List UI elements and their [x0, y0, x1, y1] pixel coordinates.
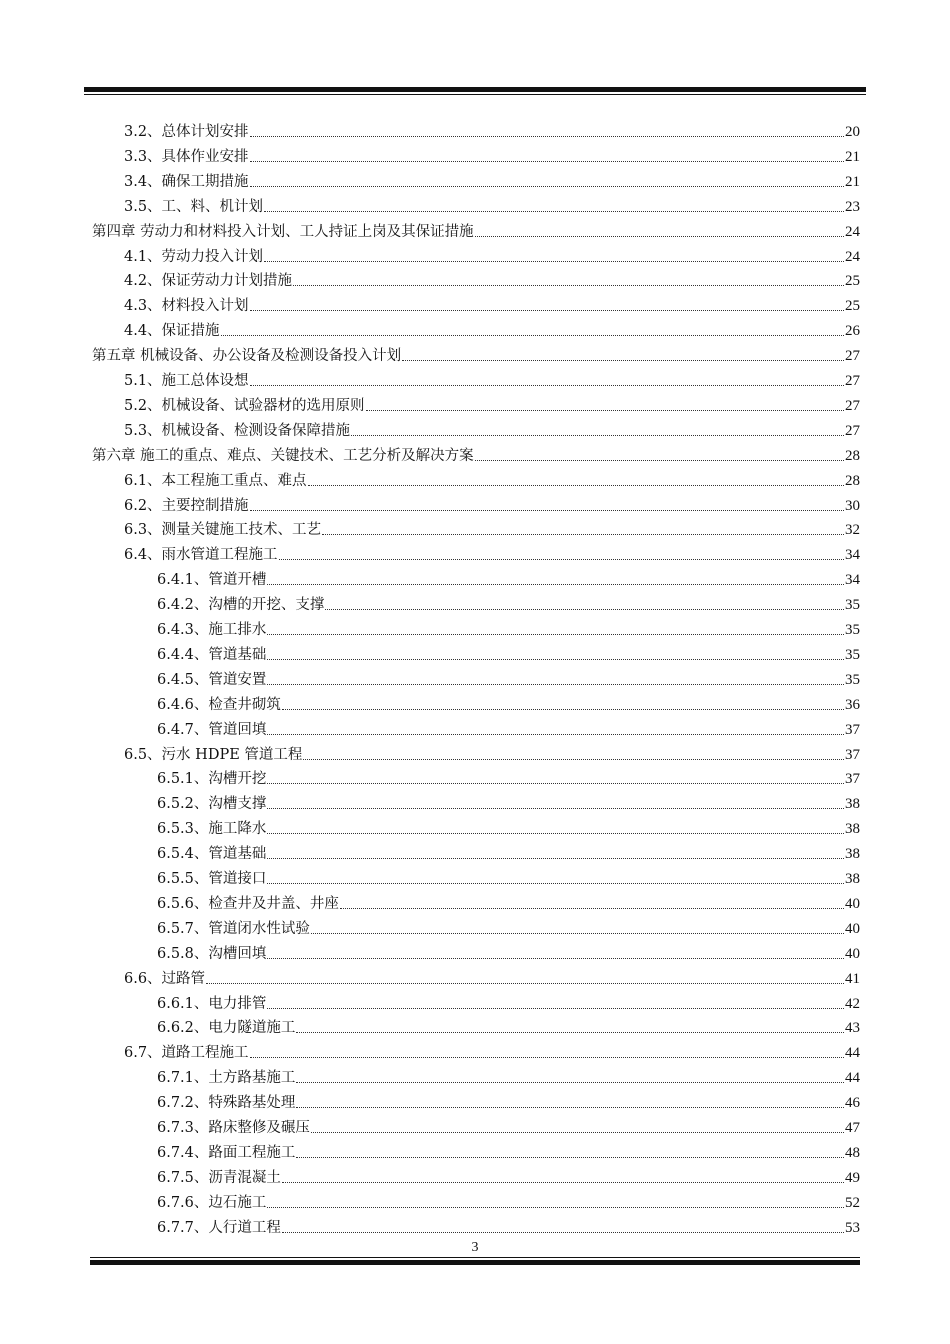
toc-entry-page: 40 [845, 895, 860, 912]
dot-leader [250, 375, 844, 386]
toc-entry-page: 35 [845, 646, 860, 663]
toc-entry[interactable] [157, 989, 860, 1013]
toc-entry-title: 6.5.3、施工降水 [157, 821, 267, 838]
toc-entry-page: 44 [845, 1070, 860, 1087]
dot-leader [267, 674, 844, 685]
dot-leader [475, 450, 844, 461]
toc-entry-page: 38 [845, 796, 860, 813]
toc-entry-title: 6.7.1、土方路基施工 [157, 1070, 296, 1087]
toc-entry[interactable] [157, 814, 860, 838]
toc-entry-title: 6.4.7、管道回填 [157, 721, 267, 738]
toc-entry-title: 6.5.6、检查井及井盖、井座 [157, 895, 339, 912]
toc-entry-title: 5.3、机械设备、检测设备保障措施 [124, 422, 351, 439]
dot-leader [340, 898, 844, 909]
toc-entry-title: 5.2、机械设备、试验器材的选用原则 [124, 397, 365, 414]
toc-entry-page: 34 [845, 572, 860, 589]
toc-entry-title: 6.2、主要控制措施 [124, 497, 249, 514]
toc-entry-title: 3.2、总体计划安排 [124, 124, 249, 140]
toc-entry[interactable] [157, 1188, 860, 1212]
toc-entry-page: 30 [845, 497, 860, 514]
toc-entry[interactable] [124, 242, 860, 266]
toc-entry[interactable] [157, 615, 860, 639]
dot-leader [293, 275, 844, 286]
toc-entry[interactable] [157, 839, 860, 863]
dot-leader [322, 524, 844, 535]
dot-leader [264, 251, 844, 262]
toc-entry-title: 3.3、具体作业安排 [124, 148, 249, 165]
toc-entry[interactable] [157, 1163, 860, 1187]
toc-entry[interactable] [124, 466, 860, 490]
toc-entry-page: 53 [845, 1219, 860, 1236]
toc-entry-page: 27 [845, 422, 860, 439]
toc-entry-title: 6.5、污水 HDPE 管道工程 [124, 746, 303, 763]
toc-entry-page: 36 [845, 696, 860, 713]
toc-entry[interactable] [157, 789, 860, 813]
toc-entry[interactable] [157, 914, 860, 938]
dot-leader [250, 126, 844, 137]
dot-leader [267, 649, 844, 660]
toc-entry-page: 37 [845, 721, 860, 738]
toc-entry-title: 6.3、测量关键施工技术、工艺 [124, 522, 322, 539]
toc-entry[interactable] [124, 491, 860, 515]
dot-leader [206, 973, 844, 984]
dot-leader [250, 1047, 844, 1058]
dot-leader [279, 549, 844, 560]
toc-entry[interactable] [157, 1213, 860, 1237]
toc-entry-page: 21 [845, 148, 860, 165]
toc-entry-title: 6.7.6、边石施工 [157, 1194, 267, 1211]
toc-entry-page: 20 [845, 124, 860, 140]
toc-entry-title: 3.4、确保工期措施 [124, 173, 249, 190]
toc-entry[interactable] [124, 740, 860, 764]
toc-entry[interactable] [124, 964, 860, 988]
toc-entry-page: 41 [845, 970, 860, 987]
toc-entry-page: 28 [845, 472, 860, 489]
toc-entry[interactable] [124, 291, 860, 315]
toc-entry-page: 27 [845, 348, 860, 365]
toc-entry[interactable] [124, 266, 860, 290]
toc-entry-page: 28 [845, 447, 860, 464]
toc-entry-title: 第六章 施工的重点、难点、关键技术、工艺分析及解决方案 [92, 447, 474, 464]
toc-entry[interactable] [157, 1088, 860, 1112]
toc-entry-page: 25 [845, 298, 860, 315]
dot-leader [282, 1222, 844, 1233]
dot-leader [267, 948, 844, 959]
toc-entry-page: 37 [845, 746, 860, 763]
toc-entry-title: 6.4.1、管道开槽 [157, 572, 267, 589]
toc-entry[interactable] [157, 1013, 860, 1037]
toc-entry-page: 49 [845, 1169, 860, 1186]
toc-entry[interactable] [92, 441, 860, 465]
toc-entry[interactable] [157, 715, 860, 739]
dot-leader [250, 500, 844, 511]
toc-entry-page: 35 [845, 671, 860, 688]
toc-entry-title: 6.7、道路工程施工 [124, 1045, 249, 1062]
toc-entry[interactable] [124, 142, 860, 166]
toc-entry-title: 3.5、工、料、机计划 [124, 198, 264, 215]
toc-entry[interactable] [157, 640, 860, 664]
toc-entry-page: 38 [845, 846, 860, 863]
toc-entry[interactable] [157, 1063, 860, 1087]
dot-leader [264, 201, 844, 212]
toc-entry-title: 6.6.2、电力隧道施工 [157, 1020, 296, 1037]
dot-leader [282, 1172, 844, 1183]
toc-entry-page: 48 [845, 1144, 860, 1161]
dot-leader [296, 1072, 844, 1083]
toc-entry[interactable] [157, 565, 860, 589]
page-number: 3 [471, 1240, 479, 1255]
toc-entry-page: 24 [845, 223, 860, 240]
toc-entry-title: 6.1、本工程施工重点、难点 [124, 472, 307, 489]
toc-entry-page: 35 [845, 622, 860, 638]
dot-leader [475, 226, 844, 237]
dot-leader [282, 699, 844, 710]
toc-entry-title: 第四章 劳动力和材料投入计划、工人持证上岗及其保证措施 [92, 223, 474, 240]
dot-leader [402, 350, 844, 361]
dot-leader [267, 873, 844, 884]
toc-entry-page: 40 [845, 920, 860, 937]
toc-entry-page: 52 [845, 1194, 860, 1211]
toc-entry[interactable] [157, 889, 860, 913]
toc-entry-title: 6.6、过路管 [124, 970, 206, 987]
toc-entry-page: 34 [845, 547, 860, 564]
toc-entry-title: 6.4.2、沟槽的开挖、支撑 [157, 597, 325, 614]
toc-entry[interactable] [157, 665, 860, 689]
dot-leader [308, 475, 844, 486]
toc-entry-title: 6.7.3、路床整修及碾压 [157, 1120, 310, 1136]
toc-entry[interactable] [92, 217, 860, 241]
toc-entry[interactable] [124, 416, 860, 440]
toc-entry[interactable] [124, 391, 860, 415]
toc-entry-page: 46 [845, 1095, 860, 1112]
toc-entry-title: 6.7.4、路面工程施工 [157, 1144, 296, 1161]
toc-entry[interactable] [124, 1038, 860, 1062]
toc-entry-page: 40 [845, 945, 860, 962]
toc-entry-title: 6.4.3、施工排水 [157, 622, 267, 638]
toc-entry-title: 4.1、劳动力投入计划 [124, 248, 264, 265]
toc-entry[interactable] [124, 167, 860, 191]
toc-entry[interactable] [157, 590, 860, 614]
toc-entry-title: 4.4、保证措施 [124, 323, 220, 340]
toc-entry-title: 4.2、保证劳动力计划措施 [124, 273, 293, 290]
toc-entry[interactable] [92, 341, 860, 365]
footer-rule [90, 1257, 860, 1265]
dot-leader [296, 1097, 844, 1108]
toc-entry-page: 35 [845, 597, 860, 614]
toc-entry[interactable] [157, 764, 860, 788]
toc-entry[interactable] [124, 540, 860, 564]
toc-entry-page: 23 [845, 198, 860, 215]
toc-entry-title: 第五章 机械设备、办公设备及检测设备投入计划 [92, 348, 402, 365]
toc-entry[interactable] [157, 690, 860, 714]
dot-leader [296, 1022, 844, 1033]
dot-leader [267, 574, 844, 585]
dot-leader [351, 425, 844, 436]
dot-leader [267, 1197, 844, 1208]
dot-leader [250, 300, 844, 311]
toc-entry-title: 5.1、施工总体设想 [124, 373, 249, 389]
dot-leader [250, 176, 844, 187]
toc-entry-title: 6.7.7、人行道工程 [157, 1219, 281, 1236]
toc-entry-title: 6.4.5、管道安置 [157, 671, 267, 688]
toc-entry-title: 6.4.4、管道基础 [157, 646, 267, 663]
toc-entry-page: 32 [845, 522, 860, 539]
toc-entry-title: 6.4.6、检查井砌筑 [157, 696, 281, 713]
toc-entry-title: 4.3、材料投入计划 [124, 298, 249, 315]
toc-entry-title: 6.5.2、沟槽支撑 [157, 796, 267, 813]
toc-entry-page: 27 [845, 373, 860, 389]
dot-leader [267, 848, 844, 859]
toc-entry-page: 38 [845, 821, 860, 838]
toc-entry-title: 6.5.1、沟槽开挖 [157, 771, 267, 788]
toc-entry-title: 6.5.5、管道接口 [157, 871, 267, 887]
toc-entry-title: 6.5.8、沟槽回填 [157, 945, 267, 962]
dot-leader [267, 798, 844, 809]
toc-entry-page: 47 [845, 1120, 860, 1136]
dot-leader [267, 773, 844, 784]
dot-leader [325, 599, 844, 610]
dot-leader [366, 400, 844, 411]
toc-entry-page: 44 [845, 1045, 860, 1062]
dot-leader [296, 1147, 844, 1158]
dot-leader [267, 823, 844, 834]
toc-entry[interactable] [157, 1138, 860, 1162]
toc-entry-page: 42 [845, 995, 860, 1012]
toc-entry[interactable] [124, 316, 860, 340]
toc-entry-title: 6.5.4、管道基础 [157, 846, 267, 863]
toc-entry-page: 26 [845, 323, 860, 340]
toc-entry-page: 27 [845, 397, 860, 414]
dot-leader [311, 1122, 844, 1133]
toc-entry[interactable] [157, 1113, 860, 1137]
toc-entry-title: 6.7.2、特殊路基处理 [157, 1095, 296, 1112]
toc-entry[interactable] [124, 192, 860, 216]
toc-entry[interactable] [157, 939, 860, 963]
toc-entry[interactable] [124, 366, 860, 390]
toc-entry-page: 21 [845, 173, 860, 190]
toc-entry-title: 6.6.1、电力排管 [157, 995, 267, 1012]
toc-entry[interactable] [124, 117, 860, 141]
dot-leader [250, 151, 844, 162]
toc-entry-page: 24 [845, 248, 860, 265]
dot-leader [267, 624, 844, 635]
toc-entry[interactable] [157, 864, 860, 888]
dot-leader [267, 998, 844, 1009]
toc-entry-title: 6.4、雨水管道工程施工 [124, 547, 278, 564]
header-rule [84, 87, 866, 96]
dot-leader [303, 749, 844, 760]
dot-leader [311, 923, 844, 934]
toc-entry-page: 38 [845, 871, 860, 887]
toc-entry-page: 43 [845, 1020, 860, 1037]
toc-entry-page: 25 [845, 273, 860, 290]
toc-entry-title: 6.7.5、沥青混凝土 [157, 1169, 281, 1186]
toc-entry-title: 6.5.7、管道闭水性试验 [157, 920, 310, 937]
dot-leader [267, 724, 844, 735]
toc-entry[interactable] [124, 515, 860, 539]
toc-entry-page: 37 [845, 771, 860, 788]
dot-leader [221, 325, 844, 336]
